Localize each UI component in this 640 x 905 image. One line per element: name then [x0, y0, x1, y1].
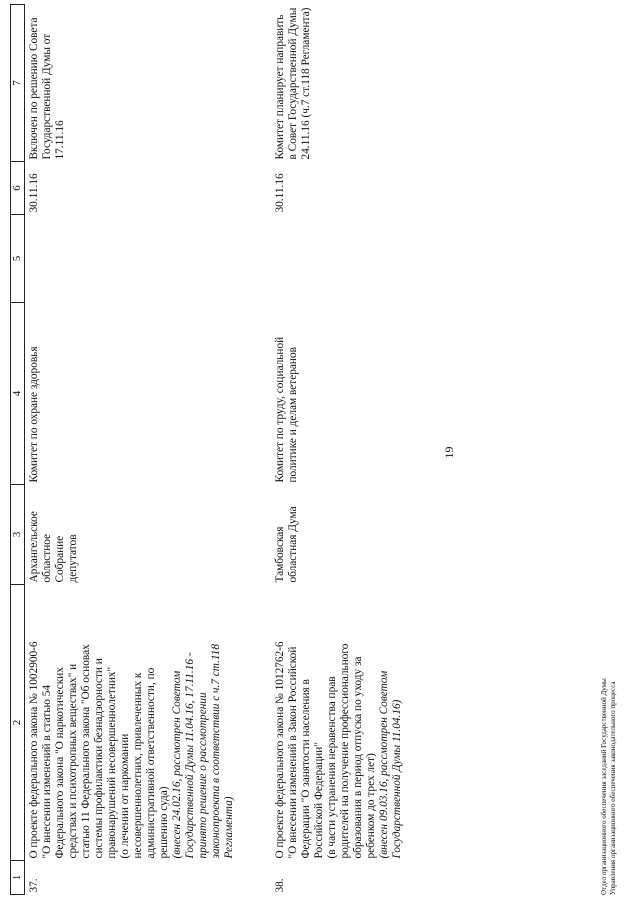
bill-title-line: Российской Федерации"	[313, 742, 325, 859]
column-header: 1	[11, 861, 25, 895]
table-row	[25, 5, 265, 895]
column-header: 7	[11, 5, 25, 162]
bill-title-line: правонарушений несовершеннолетних"	[106, 666, 118, 859]
status-cell: Включен по решению Совета Государственной Думы от 17.11.16	[28, 17, 66, 160]
footer-line: Управления организационного обеспечения законодательного процесса	[609, 681, 617, 895]
bill-title-line: (в части устранения неравенства прав	[326, 676, 338, 859]
initiator-cell: Тамбовская областная Дума	[274, 506, 299, 583]
column-header: 3	[11, 485, 25, 585]
bill-title-line: Регламента)	[223, 796, 235, 859]
table-row	[264, 5, 404, 895]
page-number: 19	[442, 446, 456, 459]
date-cell: 30.11.16	[274, 173, 286, 213]
bill-title-line: О проекте федерального закона № 1012762-6	[274, 641, 286, 859]
column-number-row	[11, 5, 25, 895]
bill-title	[25, 585, 265, 861]
footer	[600, 678, 618, 895]
date-cell: 30.11.16	[28, 173, 40, 213]
column-header: 6	[11, 162, 25, 215]
status-cell: Комитет планирует направить в Совет Государственной Думы 24.11.16 (ч.7 ст.118 Регламента)	[274, 7, 312, 160]
bill-title-line: родителей на получение профессионального	[339, 643, 351, 859]
bill-title	[264, 585, 404, 861]
bill-title-line: (внесен 09.03.16, рассмотрен Советом	[378, 670, 390, 859]
bill-title-line: Государственной Думы 11.04.16, 17.11.16 -	[184, 652, 196, 859]
bill-title-line: Федерального закона "О наркотических	[54, 667, 66, 859]
bill-title-line: несовершеннолетних, привлеченных к	[132, 672, 144, 859]
row-number: 37.	[28, 878, 40, 893]
bill-title-line: Федерации "О занятости населения в	[300, 679, 312, 859]
bill-title-line: средствах и психотропных веществах" и	[67, 663, 79, 859]
bill-title-line: "О внесении изменений в статью 54	[41, 684, 53, 859]
bill-title-line: законопроекта в соответствии с ч.7 ст.118	[210, 644, 222, 859]
column-header: 4	[11, 303, 25, 485]
bill-title-line: системы профилактики безнадзорности и	[93, 658, 105, 859]
bill-title-line: (о лечении от наркомании	[119, 733, 131, 859]
initiator-cell: Архангельское областное Собрание депутатов	[28, 511, 79, 583]
bill-title-line: О проекте федерального закона № 1002900-6	[28, 641, 40, 859]
bill-title-line: административной ответственности, по	[145, 667, 157, 859]
bill-title-line: ребенком до трех лет)	[365, 753, 377, 859]
column-header: 5	[11, 215, 25, 303]
row-number: 38.	[274, 878, 286, 893]
column-5-cell	[25, 215, 265, 303]
committee-cell: Комитет по труду, социальной политике и делам ветеранов	[274, 336, 299, 483]
bill-title-line: образования в период отпуска по уходу за	[352, 656, 364, 859]
bill-title-line: принято решение о рассмотрении	[197, 692, 209, 859]
bill-title-line: (внесен 24.02.16, рассмотрен Советом	[171, 670, 183, 859]
committee-cell: Комитет по охране здоровья	[28, 346, 40, 483]
bills-table	[10, 4, 404, 895]
bill-title-line: Государственной Думы 11.04.16)	[391, 699, 403, 859]
bill-title-line: решению суда)	[158, 786, 170, 859]
column-header: 2	[11, 585, 25, 861]
bill-title-line: статью 11 Федерального закона "Об основах	[80, 644, 92, 859]
column-5-cell	[264, 215, 404, 303]
footer-line: Отдел организационного обеспечения заседаний Государственной Думы	[600, 678, 608, 895]
bill-title-line: "О внесении изменений в Закон Российской	[287, 646, 299, 859]
